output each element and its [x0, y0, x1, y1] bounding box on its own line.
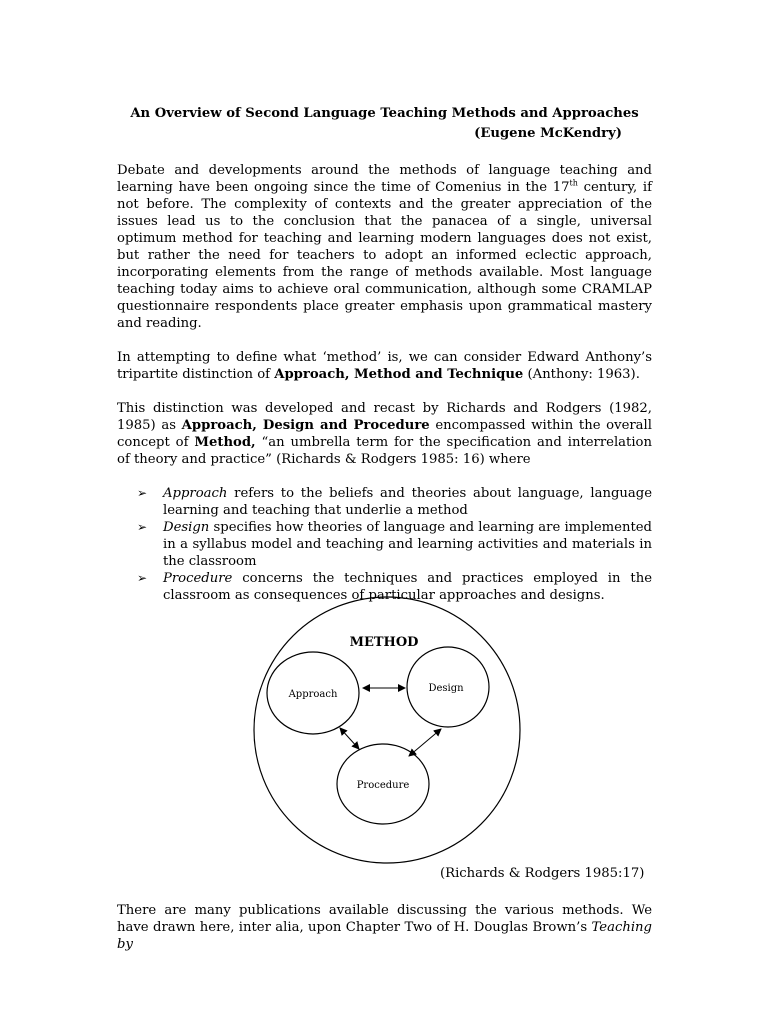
- method-diagram: [252, 590, 522, 870]
- method-heading: METHOD: [349, 635, 419, 650]
- paragraph-intro: Debate and developments around the methods of language teaching and learning have been ongoing since the time of Comenius in the 17th century, if not before. The complexity of contexts and the greater appreciation of the issues lead us to the conclusion that the panacea of a single, universal optimum method for teaching and learning modern languages does not exist, but rather the need for teachers to adopt an informed eclectic approach, incorporating elements from the range of methods available. Most language teaching today aims to achieve oral communication, although some CRAMLAP questionnaire respondents place greater emphasis upon grammatical mastery and reading.: [117, 163, 652, 331]
- approach-label: Approach: [288, 689, 338, 700]
- arrow-bullet-icon: ➢: [137, 486, 148, 500]
- arrow-bullet-icon: ➢: [137, 571, 148, 585]
- paragraph-publications: There are many publications available discussing the various methods. We have drawn here, inter alia, upon Chapter Two of H. Douglas Brown’s Teaching by: [117, 903, 652, 952]
- design-procedure-arrow: [409, 729, 441, 756]
- document-author: (Eugene McKendry): [474, 126, 622, 141]
- paragraph-publications-wrapper: [117, 902, 652, 953]
- definition-list: [117, 485, 652, 604]
- paragraph-richards-rodgers: This distinction was developed and recast by Richards and Rodgers (1982, 1985) as Approach, Design and Procedure encompassed within the overall concept of Method, “an umbrella term for the specification and interrelation of theory and practice” (Richards & Rodgers 1985: 16) where: [117, 401, 652, 467]
- design-label: Design: [428, 683, 464, 694]
- paragraph-anthony: In attempting to define what ‘method’ is, we can consider Edward Anthony’s tripartite distinction of Approach, Method and Technique (Anthony: 1963).: [117, 350, 652, 382]
- document-body: [117, 104, 652, 604]
- list-item: ➢ Procedure concerns the techniques and practices employed in the classroom as consequences of particular approaches and designs.: [137, 571, 652, 603]
- procedure-label: Procedure: [356, 780, 410, 791]
- document-title: An Overview of Second Language Teaching Methods and Approaches: [130, 106, 639, 121]
- arrow-bullet-icon: ➢: [137, 520, 148, 534]
- list-item: ➢ Approach refers to the beliefs and theories about language, language learning and teaching that underlie a method: [137, 486, 652, 518]
- list-item: ➢ Design specifies how theories of language and learning are implemented in a syllabus model and teaching and learning activities and materials in the classroom: [137, 520, 652, 569]
- approach-procedure-arrow: [340, 728, 359, 749]
- diagram-citation: (Richards & Rodgers 1985:17): [440, 866, 645, 881]
